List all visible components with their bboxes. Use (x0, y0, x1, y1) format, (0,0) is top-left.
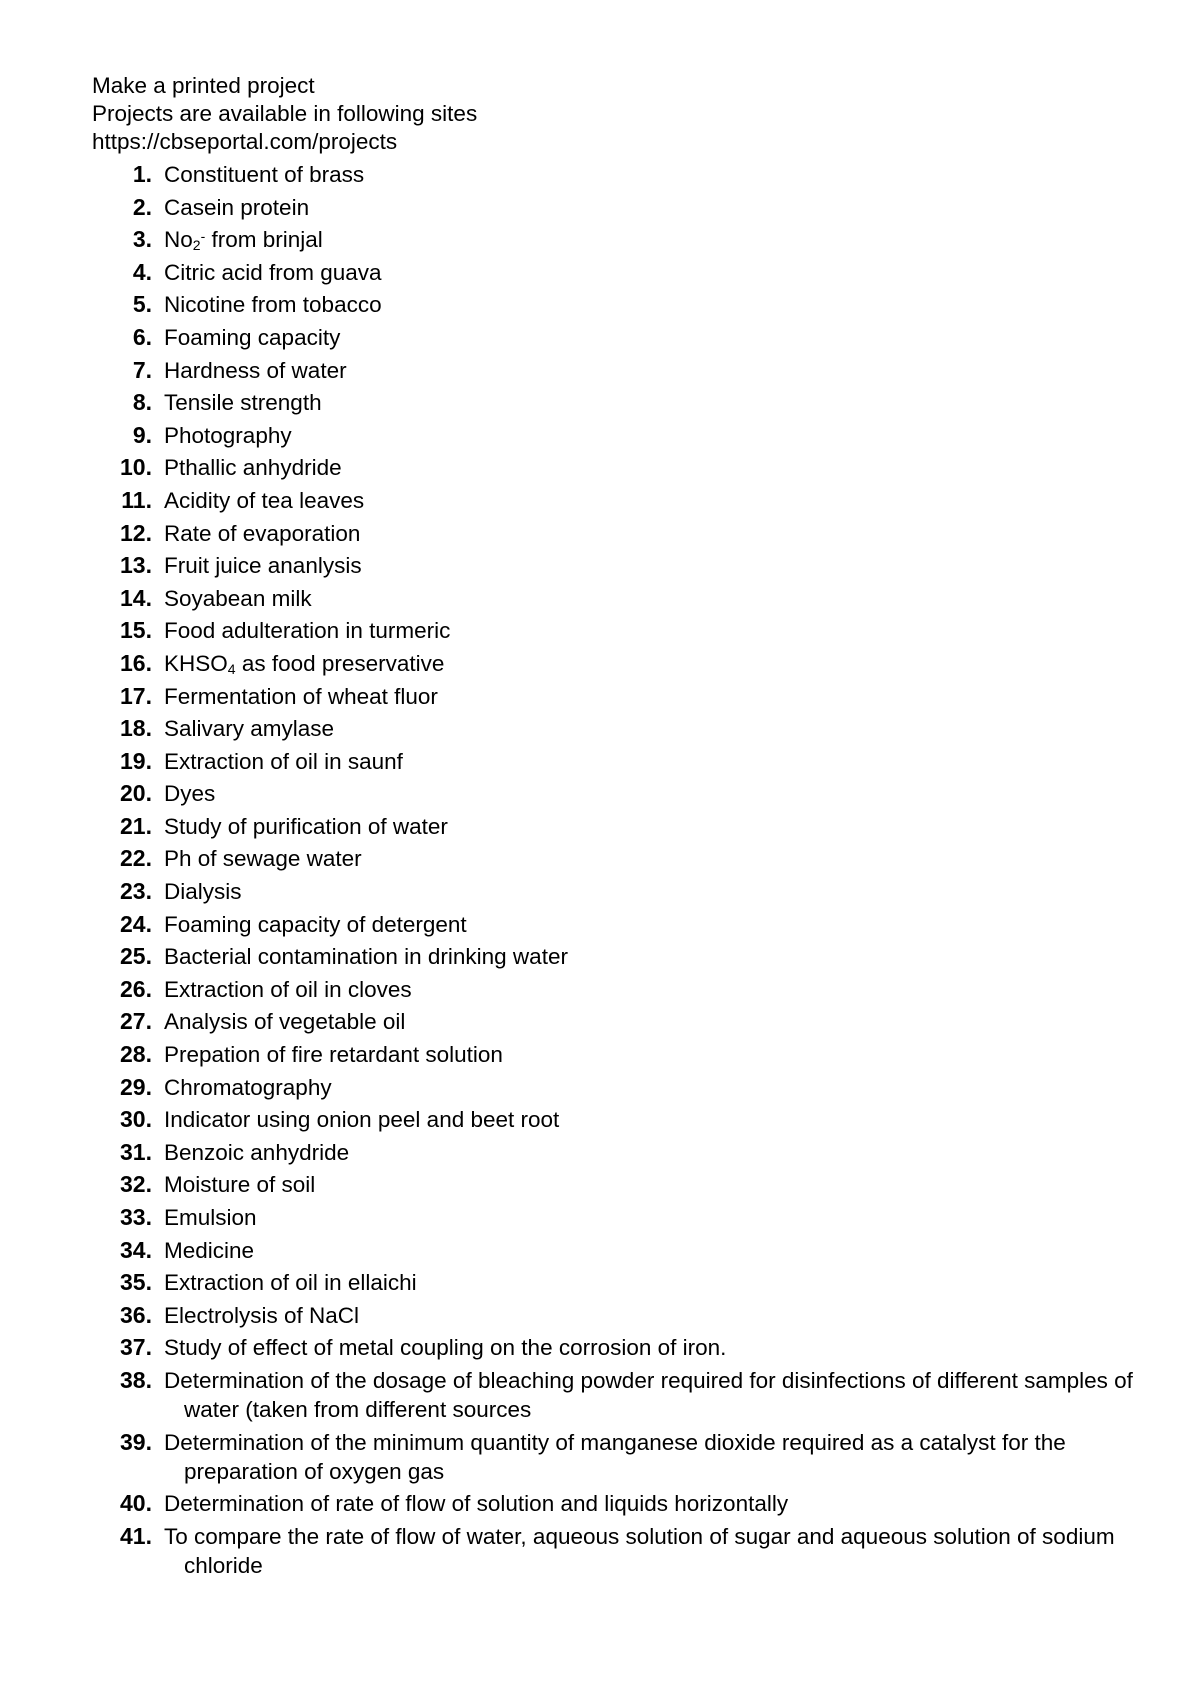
project-number: 9. (132, 421, 152, 448)
project-title: Study of purification of water (164, 813, 448, 839)
project-number: 23. (120, 878, 152, 905)
project-item (92, 747, 1172, 776)
project-item (92, 258, 1172, 287)
project-item (92, 1522, 1172, 1580)
project-item (92, 193, 1172, 222)
project-title: Soyabean milk (164, 585, 312, 611)
project-title: Hardness of water (164, 357, 347, 383)
project-title: Fermentation of wheat fluor (164, 683, 438, 709)
project-number: 35. (120, 1269, 152, 1296)
project-item (92, 779, 1172, 808)
project-number: 17. (120, 682, 152, 709)
project-number: 30. (120, 1106, 152, 1133)
project-item (92, 551, 1172, 580)
project-title: Medicine (164, 1237, 255, 1263)
project-item (92, 1333, 1172, 1362)
project-item (92, 1138, 1172, 1167)
project-item (92, 356, 1172, 385)
project-number: 36. (120, 1301, 152, 1328)
project-item (92, 1236, 1172, 1265)
project-title: Determination of rate of flow of solution and liquids horizontally (164, 1491, 789, 1517)
project-title: Dialysis (164, 879, 242, 905)
project-item (92, 1105, 1172, 1134)
project-item (92, 160, 1172, 189)
project-item (92, 323, 1172, 352)
project-title: Determination of the minimum quantity of manganese dioxide required as a catalyst for the preparation of oxygen gas (164, 1429, 1066, 1484)
project-title: Foaming capacity (164, 324, 341, 350)
project-number: 2. (132, 193, 152, 220)
project-title: Salivary amylase (164, 716, 335, 742)
project-title: Casein protein (164, 194, 310, 220)
project-title: Determination of the dosage of bleaching powder required for disinfections of different samples of water (taken from different sources (164, 1367, 1133, 1422)
intro-block (92, 72, 477, 156)
project-number: 6. (132, 323, 152, 350)
project-title: Ph of sewage water (164, 846, 362, 872)
project-number: 10. (120, 454, 152, 481)
project-item (92, 910, 1172, 939)
project-item (92, 453, 1172, 482)
project-number: 39. (120, 1428, 152, 1455)
project-title: Pthallic anhydride (164, 455, 342, 481)
project-number: 33. (120, 1204, 152, 1230)
project-title: Citric acid from guava (164, 259, 382, 285)
project-item (92, 1170, 1172, 1199)
project-item (92, 844, 1172, 873)
project-title: Benzoic anhydride (164, 1139, 350, 1165)
project-number: 14. (120, 584, 152, 611)
project-item (92, 584, 1172, 613)
project-number: 38. (120, 1366, 152, 1393)
project-item (92, 290, 1172, 319)
project-item (92, 1268, 1172, 1297)
project-title: Dyes (164, 781, 216, 807)
project-number: 20. (120, 780, 152, 807)
project-item (92, 975, 1172, 1004)
project-number: 41. (120, 1522, 152, 1549)
project-item (92, 388, 1172, 417)
project-item (92, 1073, 1172, 1102)
project-title: Extraction of oil in cloves (164, 976, 412, 1002)
project-number: 15. (120, 617, 152, 644)
intro-line-url: https://cbseportal.com/projects (92, 129, 398, 154)
project-list (92, 160, 1172, 1583)
project-title: Photography (164, 422, 292, 448)
project-number: 31. (120, 1138, 152, 1165)
project-title: Rate of evaporation (164, 520, 361, 546)
project-number: 29. (120, 1073, 152, 1100)
project-title: Analysis of vegetable oil (164, 1009, 406, 1035)
project-title: Bacterial contamination in drinking water (164, 944, 568, 970)
project-item (92, 225, 1172, 254)
intro-line-availability: Projects are available in following sites (92, 101, 478, 126)
project-number: 26. (120, 975, 152, 1002)
project-item (92, 1040, 1172, 1069)
project-title: Foaming capacity of detergent (164, 911, 467, 937)
project-title: Emulsion (164, 1205, 257, 1230)
project-number: 7. (132, 356, 152, 383)
project-number: 12. (120, 519, 152, 546)
project-number: 8. (132, 389, 152, 416)
project-title: Study of effect of metal coupling on the corrosion of iron. (164, 1335, 727, 1361)
project-title: To compare the rate of flow of water, aqueous solution of sugar and aqueous solution of sodium chloride (164, 1523, 1115, 1578)
project-number: 5. (132, 291, 152, 318)
project-title: $KHSO_4$ as food preservative (164, 650, 445, 677)
project-title: Fruit juice ananlysis (164, 553, 362, 579)
project-number: 40. (120, 1490, 152, 1517)
project-number: 27. (120, 1008, 152, 1035)
project-item (92, 1489, 1172, 1518)
project-title: Indicator using onion peel and beet root (164, 1107, 560, 1133)
project-title: Prepation of fire retardant solution (164, 1042, 503, 1068)
project-number: 19. (120, 747, 152, 774)
project-number: 28. (120, 1041, 152, 1068)
project-item (92, 421, 1172, 450)
project-item (92, 682, 1172, 711)
project-number: 24. (120, 910, 152, 937)
project-number: 25. (120, 943, 152, 970)
project-number: 3. (132, 226, 152, 253)
intro-line-instruction: Make a printed project (92, 73, 315, 98)
project-item (92, 616, 1172, 645)
project-title: Extraction of oil in ellaichi (164, 1270, 417, 1296)
project-title: Moisture of soil (164, 1172, 316, 1198)
project-item (92, 877, 1172, 906)
project-item (92, 1203, 1172, 1232)
project-number: 32. (120, 1171, 152, 1198)
project-title: Acidity of tea leaves (164, 487, 365, 513)
project-title: Nicotine from tobacco (164, 292, 382, 318)
project-number: 1. (132, 161, 152, 187)
project-item (92, 1301, 1172, 1330)
project-number: 21. (120, 812, 152, 839)
project-number: 4. (132, 258, 152, 285)
project-number: 34. (120, 1236, 152, 1263)
project-number: 18. (120, 715, 152, 742)
project-number: 11. (121, 486, 152, 513)
project-item (92, 812, 1172, 841)
project-title: Constituent of brass (164, 162, 365, 187)
project-title: Extraction of oil in saunf (164, 748, 403, 774)
project-number: 37. (120, 1334, 152, 1361)
project-item (92, 942, 1172, 971)
project-item (92, 519, 1172, 548)
project-item (92, 714, 1172, 743)
project-title: Food adulteration in turmeric (164, 618, 451, 644)
project-number: 16. (120, 649, 152, 676)
project-title: Chromatography (164, 1074, 332, 1100)
project-title: $No_2^-$ from brinjal (164, 227, 323, 254)
project-number: 13. (120, 552, 152, 579)
project-title: Electrolysis of NaCl (164, 1302, 360, 1328)
project-item (92, 1366, 1172, 1424)
project-item (92, 1428, 1172, 1486)
project-item (92, 1007, 1172, 1036)
project-item (92, 649, 1172, 678)
project-number: 22. (120, 845, 152, 872)
project-item (92, 486, 1172, 515)
project-title: Tensile strength (164, 390, 322, 416)
